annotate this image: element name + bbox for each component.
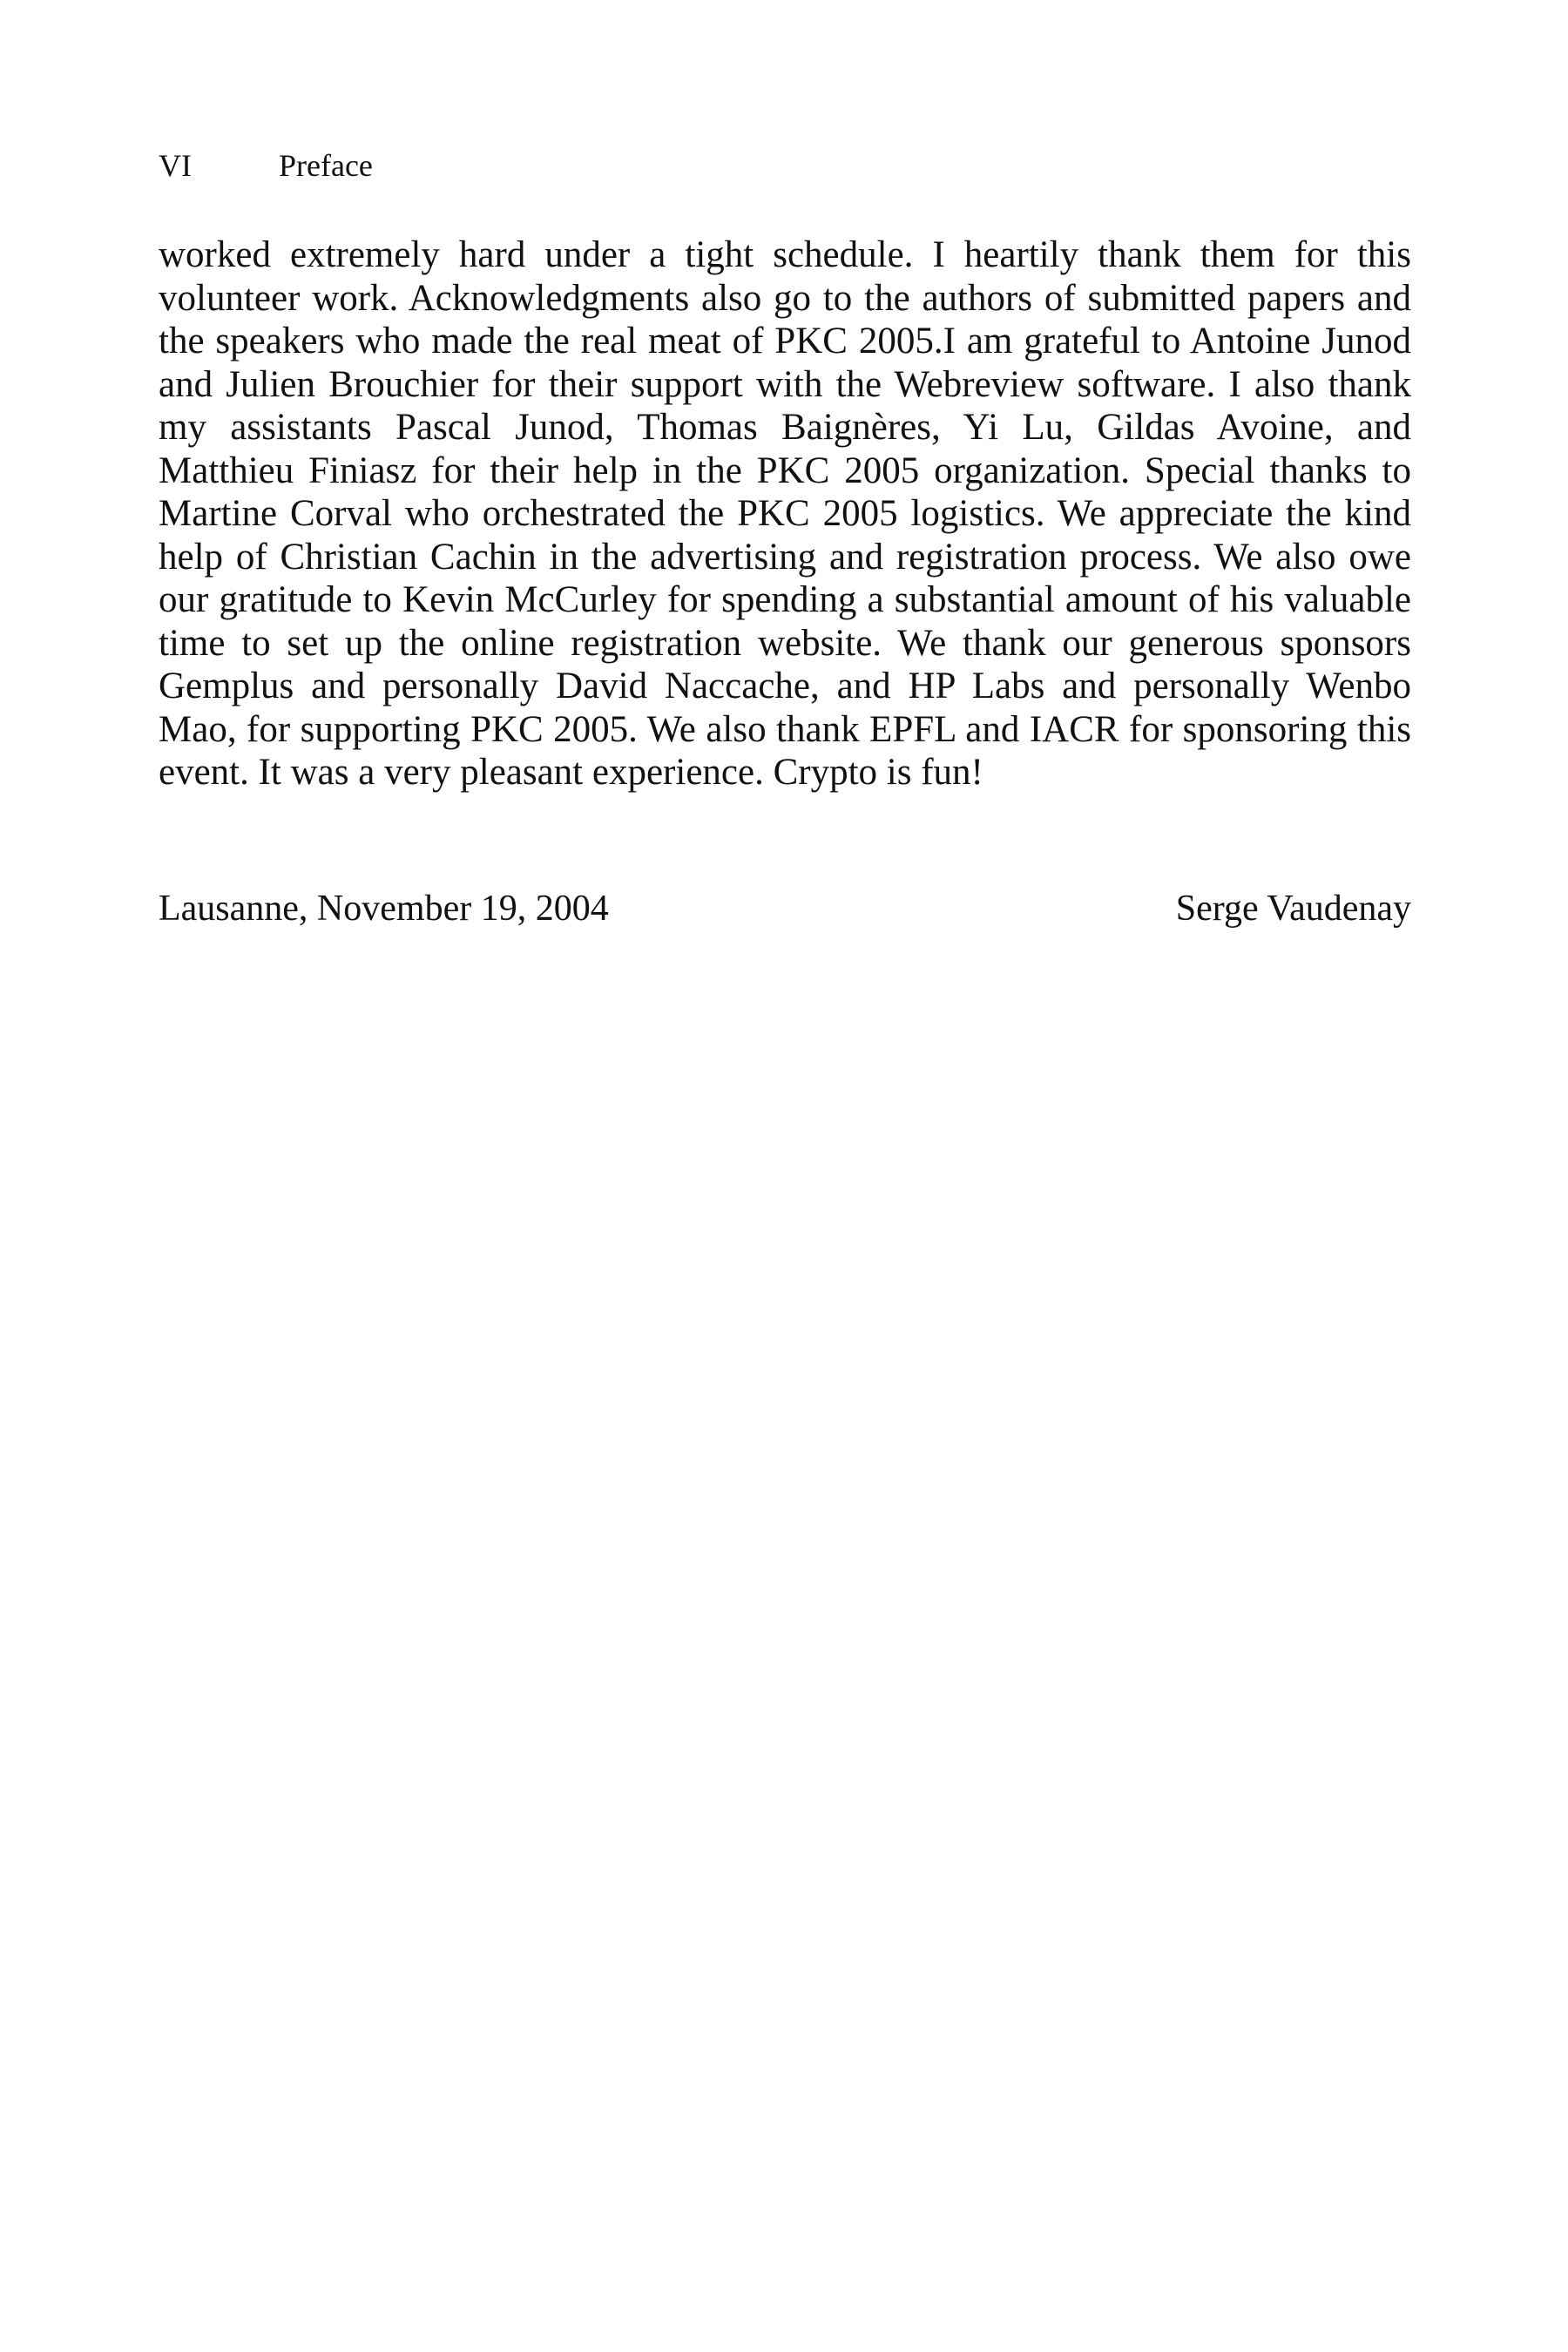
place-date: Lausanne, November 19, 2004: [159, 889, 609, 929]
signature-line: [159, 884, 1411, 933]
running-head: [159, 146, 373, 185]
page-number: VI: [159, 148, 192, 183]
section-title: Preface: [279, 148, 373, 183]
author-name: Serge Vaudenay: [1175, 889, 1411, 929]
preface-paragraph: worked extremely hard under a tight schedule. I heartily thank them for this volunteer work. Acknowledgments also go to the authors of submitted papers and the speakers who made the real meat of PKC 2005.I am grateful to Antoine Junod and Julien Brouchier for their support with the Webreview software. I also thank my assistants Pascal Junod, Thomas Baignères, Yi Lu, Gildas Avoine, and Matthieu Finiasz for their help in the PKC 2005 organization. Special thanks to Martine Corval who orchestrated the PKC 2005 logistics. We appreciate the kind help of Christian Cachin in the advertising and registration process. We also owe our gratitude to Kevin McCurley for spending a substantial amount of his valuable time to set up the online registration website. We thank our generous sponsors Gemplus and personally David Naccache, and HP Labs and personally Wenbo Mao, for supporting PKC 2005. We also thank EPFL and IACR for sponsoring this event. It was a very pleasant experience. Crypto is fun!: [159, 234, 1411, 793]
